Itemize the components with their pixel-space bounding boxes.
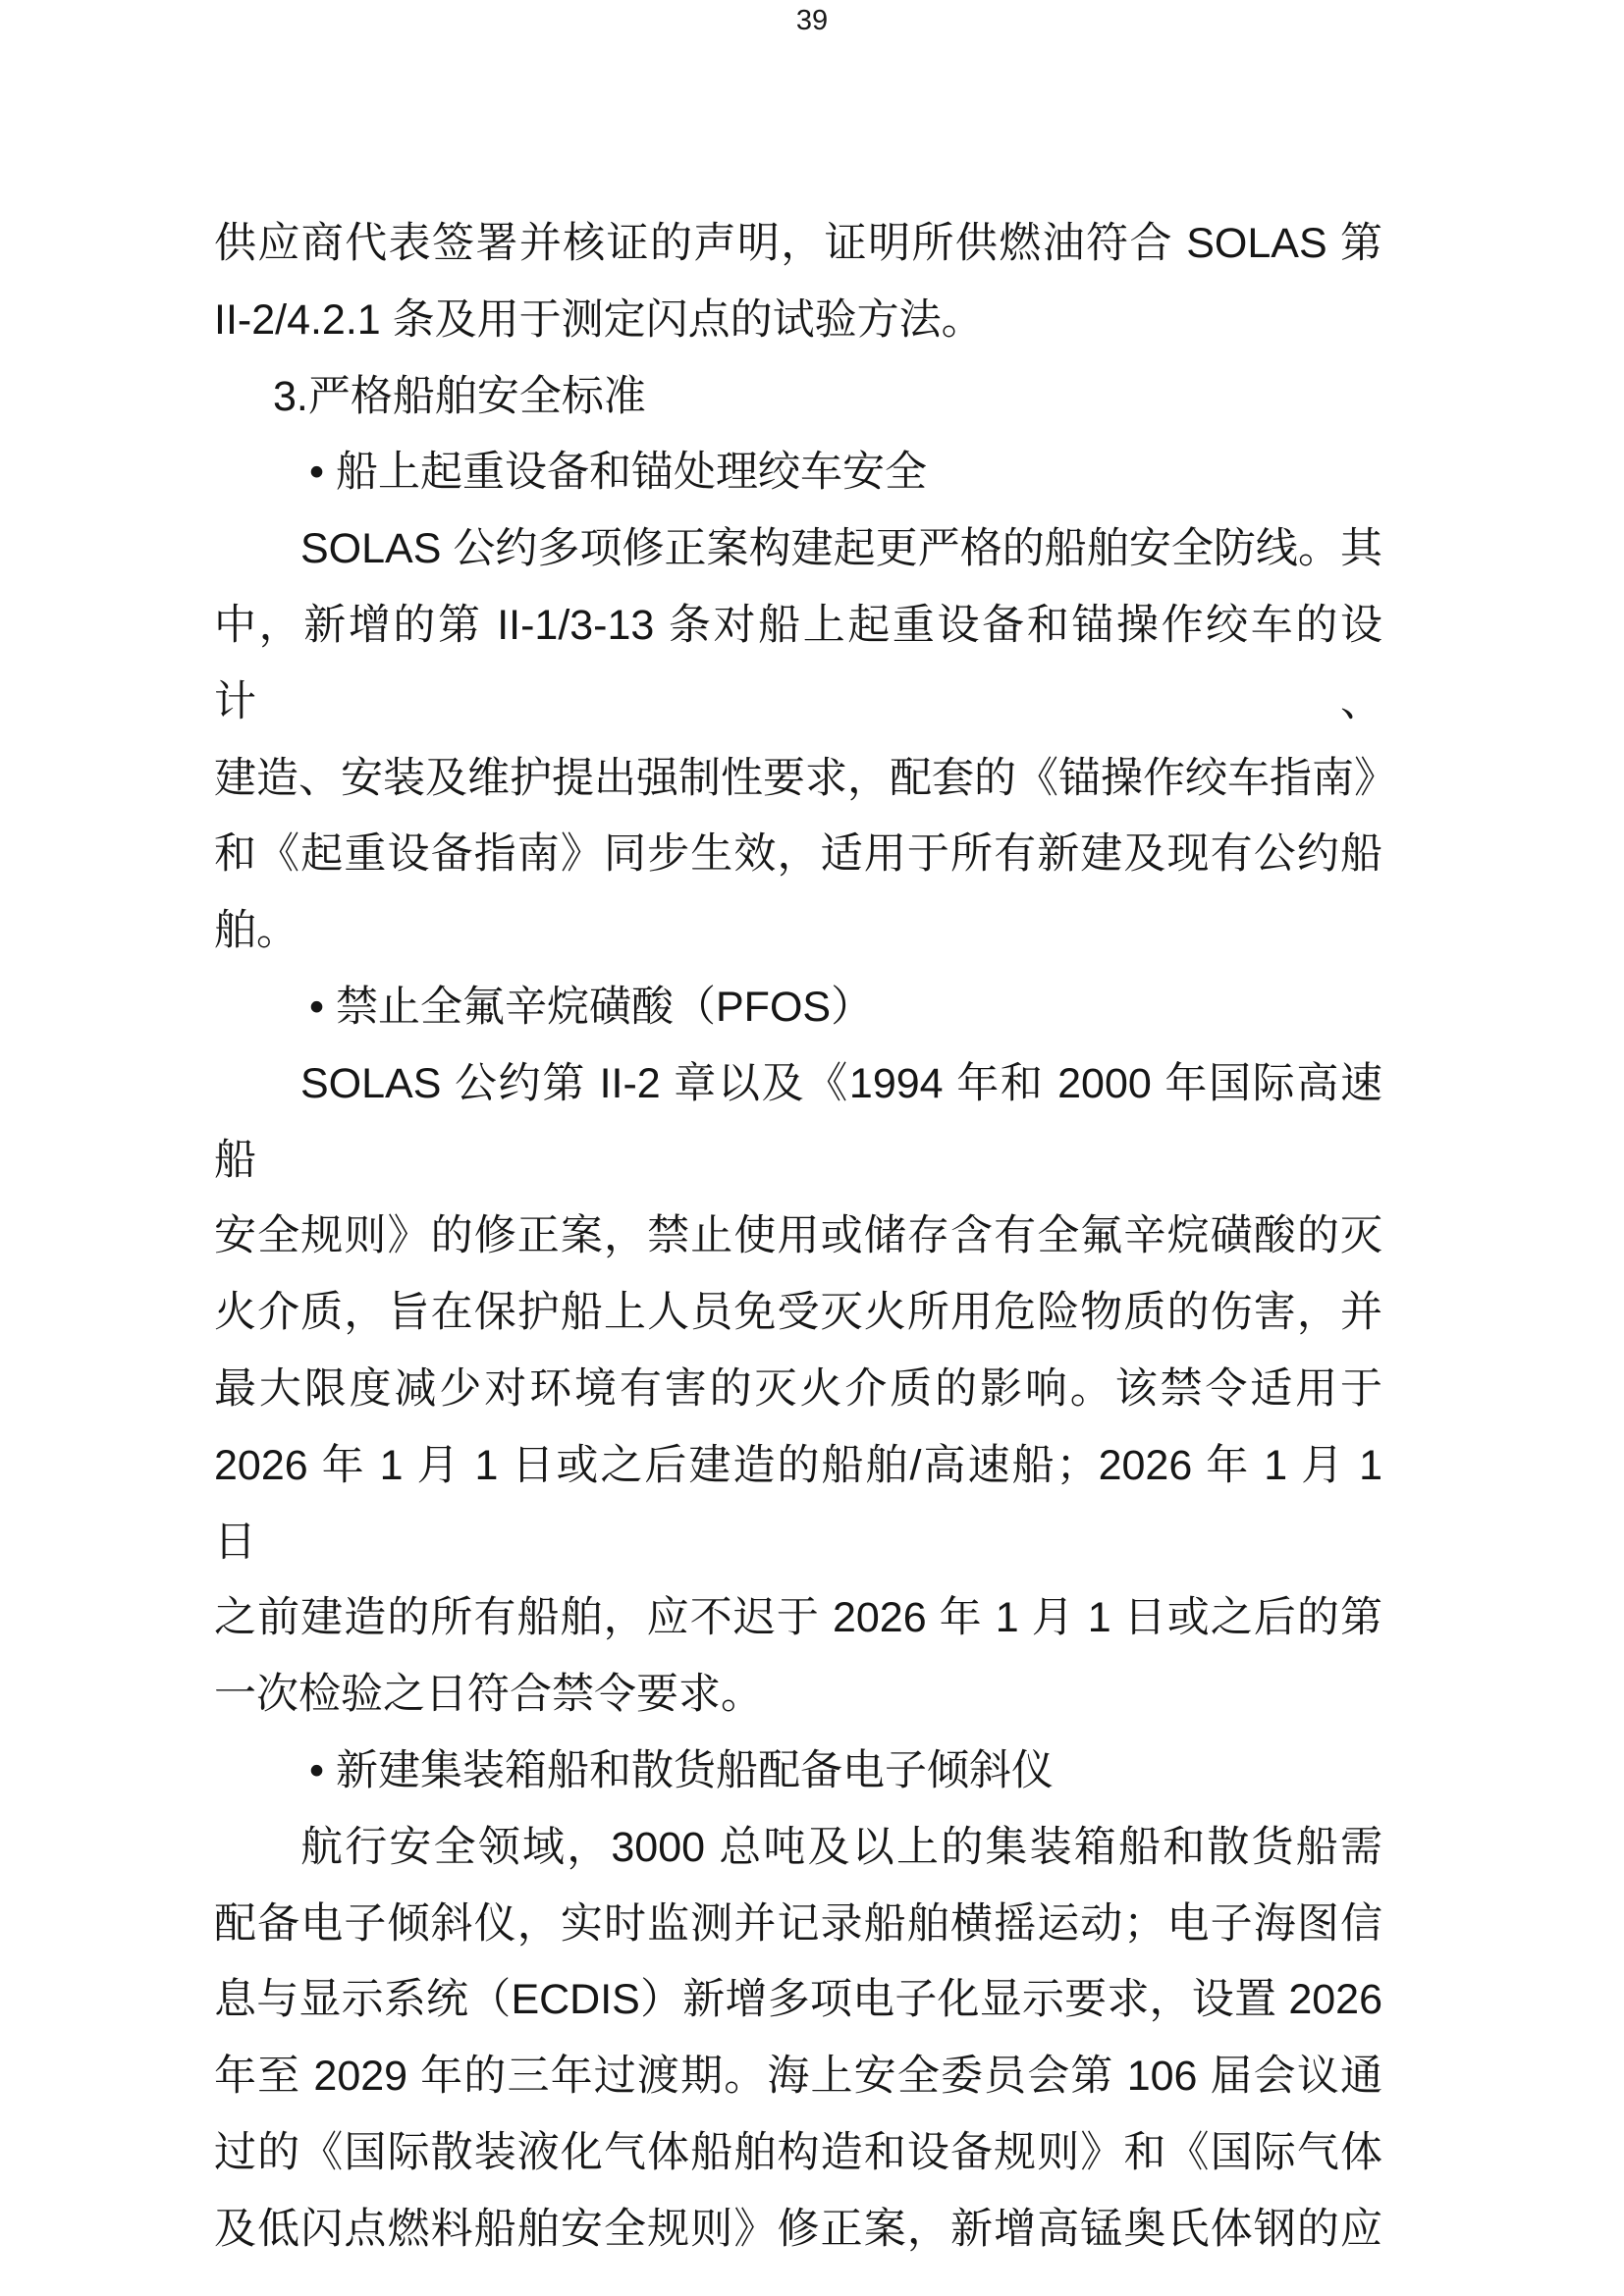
text-line: 及低闪点燃料船舶安全规则》修正案，新增高锰奥氏体钢的应 bbox=[214, 2205, 1382, 2253]
text-line: 2026 年 1 月 1 日或之后建造的船舶/高速船；2026 年 1 月 1 日 bbox=[214, 1441, 1382, 1566]
text-line: 中，新增的第 II-1/3-13 条对船上起重设备和锚操作绞车的设计、 bbox=[214, 601, 1382, 725]
text-line: 舶。 bbox=[214, 907, 298, 955]
section-heading: 3.严格船舶安全标准 bbox=[273, 372, 646, 420]
text-line: SOLAS 公约第 II-2 章以及《1994 年和 2000 年国际高速船 bbox=[214, 1059, 1382, 1184]
text-line: 息与显示系统（ECDIS）新增多项电子化显示要求，设置 2026 bbox=[214, 1976, 1382, 2024]
text-line: 火介质，旨在保护船上人员免受灭火所用危险物质的伤害，并 bbox=[214, 1289, 1382, 1337]
text-line: 建造、安装及维护提出强制性要求，配套的《锚操作绞车指南》 bbox=[214, 754, 1396, 802]
text-line: 和《起重设备指南》同步生效，适用于所有新建及现有公约船 bbox=[214, 830, 1382, 879]
text-line: 供应商代表签署并核证的声明，证明所供燃油符合 SOLAS 第 bbox=[214, 220, 1382, 267]
text-line: 年至 2029 年的三年过渡期。海上安全委员会第 106 届会议通 bbox=[214, 2053, 1382, 2101]
text-line: 配备电子倾斜仪，实时监测并记录船舶横摇运动；电子海图信 bbox=[214, 1899, 1382, 1948]
text-line: 过的《国际散装液化气体船舶构造和设备规则》和《国际气体 bbox=[214, 2128, 1382, 2176]
text-line: 安全规则》的修正案，禁止使用或储存含有全氟辛烷磺酸的灭 bbox=[214, 1212, 1382, 1260]
text-line: SOLAS 公约多项修正案构建起更严格的船舶安全防线。其 bbox=[300, 525, 1382, 573]
text-line: 之前建造的所有船舶，应不迟于 2026 年 1 月 1 日或之后的第 bbox=[214, 1594, 1382, 1642]
bullet-line: • 新建集装箱船和散货船配备电子倾斜仪 bbox=[309, 1746, 1055, 1794]
bullet-line: • 船上起重设备和锚处理绞车安全 bbox=[309, 449, 928, 497]
text-line: 一次检验之日符合禁令要求。 bbox=[214, 1671, 763, 1719]
text-line: 航行安全领域，3000 总吨及以上的集装箱船和散货船需 bbox=[300, 1823, 1382, 1871]
page-body bbox=[214, 206, 1396, 2269]
page-number: 39 bbox=[795, 5, 829, 36]
text-line: 最大限度减少对环境有害的灭火介质的影响。该禁令适用于 bbox=[214, 1364, 1382, 1413]
text-line: II-2/4.2.1 条及用于测定闪点的试验方法。 bbox=[214, 295, 984, 344]
bullet-line: • 禁止全氟辛烷磺酸（PFOS） bbox=[309, 983, 874, 1031]
